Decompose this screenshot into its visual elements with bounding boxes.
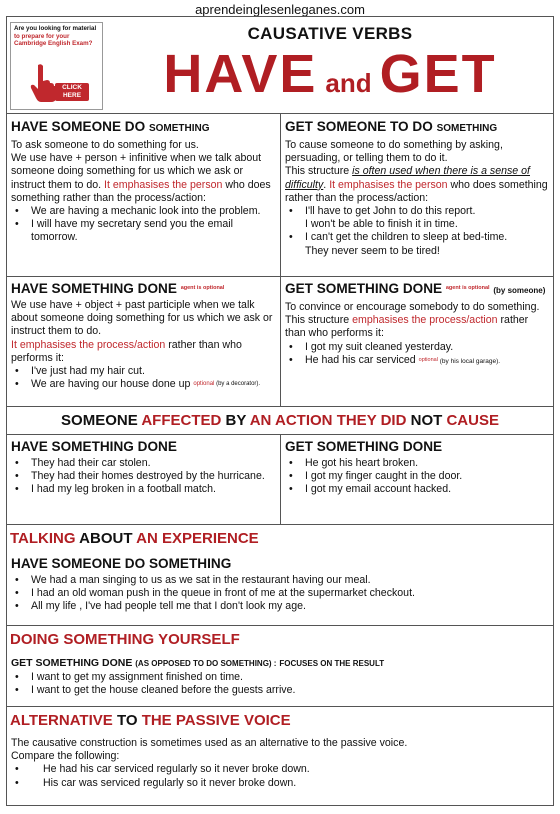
affected-heading: SOMEONE AFFECTED BY AN ACTION THEY DID NOT CAUSE: [61, 412, 499, 429]
example-item: • I want to get my assignment finished on time.: [11, 671, 549, 684]
example-item: • We are having our house done up $^{optional (by a decorator).}$: [11, 378, 275, 391]
example-item: • I can't get the children to sleep at bed-time.: [285, 231, 548, 244]
title-have: HAVE: [163, 44, 318, 104]
title-get: GET: [379, 44, 497, 104]
example-item-cont: They never seem to be tired!: [305, 244, 440, 257]
column-divider: [280, 434, 281, 524]
example-item: • I had an old woman push in the queue in front of me at the supermarket checkout.: [11, 587, 549, 600]
divider: [6, 524, 554, 525]
divider: [6, 406, 554, 407]
explanation: This structure emphasises the process/action rather than who performs it:: [285, 314, 529, 340]
click-here-button[interactable]: CLICK HERE: [55, 83, 89, 101]
section-heading: GET SOMETHING DONE (AS OPPOSED TO DO SOMETHING) : FOCUSES ON THE RESULT: [11, 657, 385, 669]
explanation: We use have + object + past participle when we talk about someone doing something for us which we ask or instruct them to do.: [11, 299, 273, 338]
have-someone-do-cell: [11, 118, 275, 245]
column-divider: [280, 113, 281, 406]
example-item: • I will have my secretary send you the email tomorrow.: [11, 218, 275, 244]
example-item: • I've just had my hair cut.: [11, 365, 275, 378]
title-and: and: [325, 68, 372, 98]
explanation: This structure is often used when there is a sense of difficulty. It emphasises the person who does something rather than the process/action:: [285, 165, 548, 204]
have-something-done-cell: [11, 280, 275, 391]
affected-have-cell: [11, 438, 275, 497]
get-someone-to-do-cell: [285, 118, 548, 258]
example-item: • We are having a mechanic look into the problem.: [11, 205, 275, 218]
section-heading: GET SOMETHING DONE $^{agent is optional}$ (by someone): [285, 281, 546, 296]
example-item: • He had his car serviced regularly so it never broke down.: [11, 763, 549, 776]
example-item: • All my life , I've had people tell me that I don't look my age.: [11, 600, 549, 613]
example-item: • He got his heart broken.: [285, 457, 548, 470]
example-item: • I want to get the house cleaned before the guests arrive.: [11, 684, 549, 697]
subtitle: CAUSATIVE VERBS: [247, 24, 413, 43]
experience-cell: [11, 555, 549, 614]
example-item: • They had their homes destroyed by the hurricane.: [11, 470, 275, 483]
promo-line-1: Are you looking for material: [14, 25, 97, 32]
definition: To cause someone to do something by asking, persuading, or telling them to do it.: [285, 139, 503, 165]
explanation: Compare the following:: [11, 750, 120, 763]
section-heading: HAVE SOMETHING DONE $^{agent is optional}$: [11, 281, 225, 296]
section-heading: GET SOMETHING DONE: [285, 439, 443, 454]
example-item: • His car was serviced regularly so it never broke down.: [11, 777, 549, 790]
explanation: The causative construction is sometimes used as an alternative to the passive voice.: [11, 737, 408, 749]
example-item: • We had a man singing to us as we sat in the restaurant having our meal.: [11, 574, 549, 587]
section-heading: HAVE SOMETHING DONE: [11, 439, 177, 454]
section-heading: HAVE SOMEONE DO SOMETHING: [11, 556, 232, 571]
get-something-done-cell: [285, 280, 548, 368]
example-item-cont: I won't be able to finish it in time.: [305, 218, 458, 231]
definition: To convince or encourage somebody to do something.: [285, 301, 540, 313]
example-item: • I had my leg broken in a football match.: [11, 483, 275, 496]
yourself-heading: DOING SOMETHING YOURSELF: [10, 631, 240, 648]
example-item: • They had their car stolen.: [11, 457, 275, 470]
promo-banner[interactable]: [10, 22, 103, 110]
explanation: We use have + person + infinitive when we talk about someone doing something for us which we ask or instruct them to do. It emphasises the person who does something rather than the process/action:: [11, 152, 271, 204]
example-item: • He had his car serviced $^{optional}$ (by his local garage).: [285, 354, 548, 368]
explanation: It emphasises the process/action rather than who performs it:: [11, 338, 242, 364]
example-item: • I got my finger caught in the door.: [285, 470, 548, 483]
divider: [6, 625, 554, 626]
experience-heading: TALKING ABOUT AN EXPERIENCE: [10, 530, 259, 547]
section-heading: HAVE SOMEONE DO SOMETHING: [11, 119, 210, 134]
section-heading: GET SOMEONE TO DO SOMETHING: [285, 119, 498, 134]
definition: To ask someone to do something for us.: [11, 139, 199, 151]
page-title: [110, 44, 550, 104]
example-item: • I got my email account hacked.: [285, 483, 548, 496]
passive-cell: [11, 737, 549, 790]
example-item: • I got my suit cleaned yesterday.: [285, 341, 548, 354]
passive-heading: ALTERNATIVE TO THE PASSIVE VOICE: [10, 712, 291, 729]
divider: [6, 706, 554, 707]
example-item: • I'll have to get John to do this report.: [285, 205, 548, 218]
site-url[interactable]: aprendeinglesenleganes.com: [195, 2, 365, 17]
yourself-cell: [11, 656, 549, 697]
affected-get-cell: [285, 438, 548, 497]
promo-line-2: to prepare for your Cambridge English Exam?: [14, 32, 93, 47]
